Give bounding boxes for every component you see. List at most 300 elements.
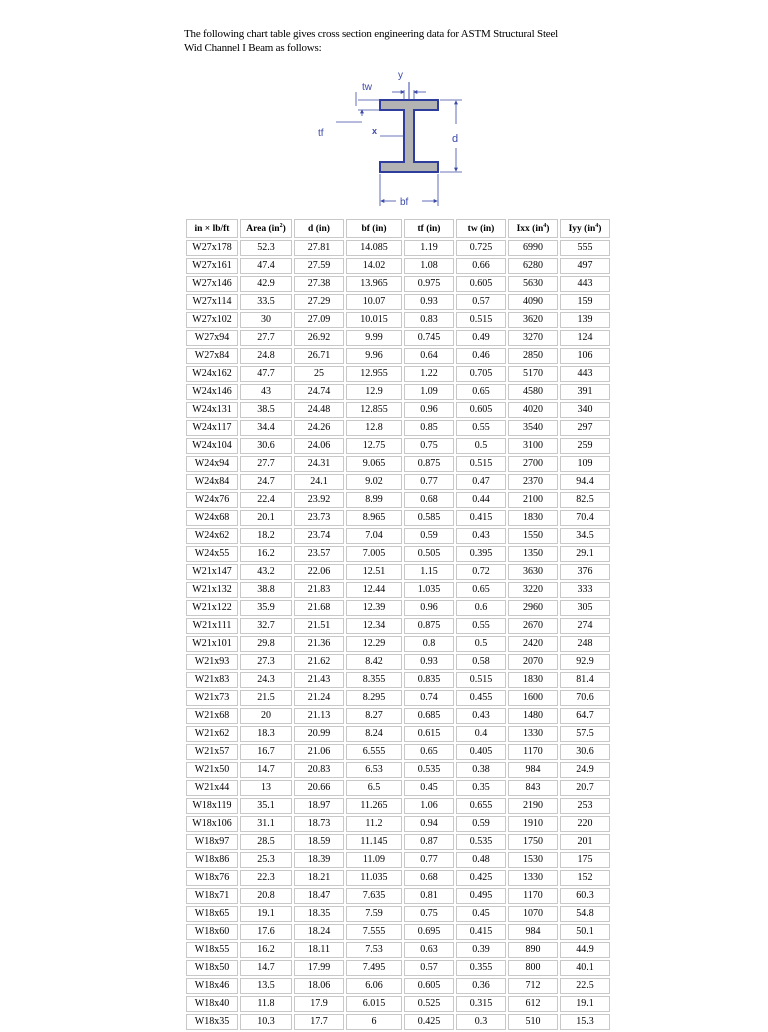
- cell-tf: 1.08: [404, 258, 454, 274]
- table-row: [186, 330, 610, 346]
- table-row: [186, 438, 610, 454]
- label-d: d: [452, 133, 459, 145]
- cell-tf: 0.685: [404, 708, 454, 724]
- cell-bf: 8.295: [346, 690, 402, 706]
- cell-d: 20.99: [294, 726, 344, 742]
- cell-ixx: 1830: [508, 672, 558, 688]
- cell-tf: 0.74: [404, 690, 454, 706]
- cell-bf: 8.27: [346, 708, 402, 724]
- cell-iyy: 259: [560, 438, 610, 454]
- cell-bf: 7.53: [346, 942, 402, 958]
- cell-tf: 0.535: [404, 762, 454, 778]
- cell-tw: 0.55: [456, 618, 506, 634]
- cell-tw: 0.515: [456, 312, 506, 328]
- cell-tf: 0.745: [404, 330, 454, 346]
- cell-tf: 1.035: [404, 582, 454, 598]
- table-row: [186, 942, 610, 958]
- cell-designation: W24x55: [186, 546, 238, 562]
- cell-bf: 9.96: [346, 348, 402, 364]
- cell-designation: W18x40: [186, 996, 238, 1012]
- cell-bf: 7.59: [346, 906, 402, 922]
- cell-tf: 0.45: [404, 780, 454, 796]
- cell-iyy: 175: [560, 852, 610, 868]
- cell-iyy: 274: [560, 618, 610, 634]
- cell-iyy: 34.5: [560, 528, 610, 544]
- cell-bf: 8.965: [346, 510, 402, 526]
- cell-ixx: 612: [508, 996, 558, 1012]
- table-row: [186, 816, 610, 832]
- cell-d: 23.74: [294, 528, 344, 544]
- cell-tw: 0.5: [456, 636, 506, 652]
- table-row: [186, 294, 610, 310]
- table-row: [186, 924, 610, 940]
- table-row: [186, 726, 610, 742]
- cell-tw: 0.57: [456, 294, 506, 310]
- table-row: [186, 636, 610, 652]
- cell-tw: 0.36: [456, 978, 506, 994]
- cell-tf: 0.83: [404, 312, 454, 328]
- cell-bf: 10.07: [346, 294, 402, 310]
- cell-designation: W21x68: [186, 708, 238, 724]
- table-row: [186, 276, 610, 292]
- table-row: [186, 762, 610, 778]
- cell-area: 18.2: [240, 528, 292, 544]
- cell-area: 24.3: [240, 672, 292, 688]
- cell-ixx: 712: [508, 978, 558, 994]
- cell-tf: 0.94: [404, 816, 454, 832]
- cell-tf: 1.15: [404, 564, 454, 580]
- cell-d: 21.13: [294, 708, 344, 724]
- cell-tw: 0.5: [456, 438, 506, 454]
- cell-designation: W21x122: [186, 600, 238, 616]
- cell-iyy: 19.1: [560, 996, 610, 1012]
- cell-tw: 0.35: [456, 780, 506, 796]
- cell-tf: 0.57: [404, 960, 454, 976]
- table-row: [186, 834, 610, 850]
- cell-tw: 0.705: [456, 366, 506, 382]
- cell-designation: W18x106: [186, 816, 238, 832]
- cell-designation: W18x76: [186, 870, 238, 886]
- cell-d: 23.57: [294, 546, 344, 562]
- cell-tw: 0.65: [456, 384, 506, 400]
- cell-bf: 7.555: [346, 924, 402, 940]
- label-tf: tf: [318, 128, 324, 139]
- cell-tw: 0.455: [456, 690, 506, 706]
- table-row: [186, 780, 610, 796]
- cell-area: 31.1: [240, 816, 292, 832]
- cell-tw: 0.425: [456, 870, 506, 886]
- col-header-tw: tw (in): [456, 219, 506, 238]
- cell-ixx: 2700: [508, 456, 558, 472]
- cell-area: 38.8: [240, 582, 292, 598]
- cell-designation: W21x83: [186, 672, 238, 688]
- cell-designation: W18x97: [186, 834, 238, 850]
- cell-area: 47.7: [240, 366, 292, 382]
- label-tw: tw: [362, 82, 372, 93]
- cell-iyy: 24.9: [560, 762, 610, 778]
- cell-tf: 0.8: [404, 636, 454, 652]
- cell-d: 26.71: [294, 348, 344, 364]
- cell-d: 21.62: [294, 654, 344, 670]
- cell-d: 24.48: [294, 402, 344, 418]
- cell-designation: W27x84: [186, 348, 238, 364]
- cell-d: 26.92: [294, 330, 344, 346]
- cell-ixx: 2190: [508, 798, 558, 814]
- cell-d: 21.51: [294, 618, 344, 634]
- cell-bf: 14.085: [346, 240, 402, 256]
- cell-iyy: 92.9: [560, 654, 610, 670]
- table-row: [186, 420, 610, 436]
- cell-bf: 12.39: [346, 600, 402, 616]
- cell-bf: 8.42: [346, 654, 402, 670]
- cell-iyy: 109: [560, 456, 610, 472]
- cell-ixx: 1550: [508, 528, 558, 544]
- cell-area: 43: [240, 384, 292, 400]
- cell-designation: W24x76: [186, 492, 238, 508]
- cell-tf: 0.96: [404, 600, 454, 616]
- cell-d: 21.83: [294, 582, 344, 598]
- cell-d: 24.06: [294, 438, 344, 454]
- table-row: [186, 978, 610, 994]
- cell-bf: 7.005: [346, 546, 402, 562]
- table-row: [186, 240, 610, 256]
- cell-d: 23.73: [294, 510, 344, 526]
- cell-iyy: 30.6: [560, 744, 610, 760]
- cell-iyy: 60.3: [560, 888, 610, 904]
- cell-d: 21.06: [294, 744, 344, 760]
- cell-tf: 0.525: [404, 996, 454, 1012]
- cell-iyy: 248: [560, 636, 610, 652]
- cell-tf: 0.75: [404, 438, 454, 454]
- cell-designation: W21x50: [186, 762, 238, 778]
- cell-tw: 0.395: [456, 546, 506, 562]
- cell-d: 27.09: [294, 312, 344, 328]
- table-row: [186, 582, 610, 598]
- cell-bf: 8.355: [346, 672, 402, 688]
- cell-d: 18.24: [294, 924, 344, 940]
- cell-tw: 0.47: [456, 474, 506, 490]
- cell-tw: 0.55: [456, 420, 506, 436]
- cell-area: 11.8: [240, 996, 292, 1012]
- cell-area: 10.3: [240, 1014, 292, 1030]
- cell-tw: 0.44: [456, 492, 506, 508]
- cell-ixx: 1330: [508, 726, 558, 742]
- cell-designation: W27x114: [186, 294, 238, 310]
- cell-tf: 0.93: [404, 294, 454, 310]
- table-row: [186, 708, 610, 724]
- cell-area: 16.2: [240, 942, 292, 958]
- cell-designation: W18x46: [186, 978, 238, 994]
- cell-bf: 6.015: [346, 996, 402, 1012]
- cell-ixx: 2670: [508, 618, 558, 634]
- cell-iyy: 81.4: [560, 672, 610, 688]
- cell-tf: 0.585: [404, 510, 454, 526]
- cell-area: 21.5: [240, 690, 292, 706]
- cell-area: 25.3: [240, 852, 292, 868]
- table-row: [186, 456, 610, 472]
- table-row: [186, 870, 610, 886]
- cell-d: 18.35: [294, 906, 344, 922]
- table-row: [186, 528, 610, 544]
- steel-beam-data-table: [184, 217, 612, 1032]
- cell-tf: 0.96: [404, 402, 454, 418]
- cell-area: 22.4: [240, 492, 292, 508]
- table-row: [186, 852, 610, 868]
- cell-ixx: 1170: [508, 888, 558, 904]
- cell-tf: 0.615: [404, 726, 454, 742]
- cell-iyy: 376: [560, 564, 610, 580]
- cell-tf: 1.22: [404, 366, 454, 382]
- intro-text: [184, 27, 614, 55]
- cell-bf: 9.02: [346, 474, 402, 490]
- table-row: [186, 564, 610, 580]
- cell-d: 24.26: [294, 420, 344, 436]
- table-row: [186, 960, 610, 976]
- cell-area: 52.3: [240, 240, 292, 256]
- cell-tf: 0.87: [404, 834, 454, 850]
- cell-bf: 12.44: [346, 582, 402, 598]
- cell-ixx: 1170: [508, 744, 558, 760]
- col-header-iyy: Iyy $(in^4)$: [560, 219, 610, 238]
- cell-iyy: 391: [560, 384, 610, 400]
- cell-designation: W18x50: [186, 960, 238, 976]
- cell-bf: 6.53: [346, 762, 402, 778]
- col-header-d: d (in): [294, 219, 344, 238]
- cell-bf: 9.99: [346, 330, 402, 346]
- cell-iyy: 253: [560, 798, 610, 814]
- cell-tf: 0.65: [404, 744, 454, 760]
- cell-ixx: 2070: [508, 654, 558, 670]
- cell-tw: 0.39: [456, 942, 506, 958]
- cell-iyy: 159: [560, 294, 610, 310]
- cell-area: 24.7: [240, 474, 292, 490]
- cell-ixx: 1910: [508, 816, 558, 832]
- cell-iyy: 443: [560, 366, 610, 382]
- cell-tf: 0.68: [404, 492, 454, 508]
- cell-bf: 11.145: [346, 834, 402, 850]
- cell-ixx: 1480: [508, 708, 558, 724]
- cell-iyy: 22.5: [560, 978, 610, 994]
- cell-ixx: 5630: [508, 276, 558, 292]
- cell-d: 22.06: [294, 564, 344, 580]
- cell-area: 32.7: [240, 618, 292, 634]
- cell-iyy: 297: [560, 420, 610, 436]
- i-beam-cross-section-diagram: [300, 64, 480, 212]
- cell-ixx: 1330: [508, 870, 558, 886]
- cell-tf: 0.77: [404, 474, 454, 490]
- cell-d: 27.81: [294, 240, 344, 256]
- cell-area: 35.9: [240, 600, 292, 616]
- table-row: [186, 384, 610, 400]
- cell-tw: 0.3: [456, 1014, 506, 1030]
- table-row: [186, 888, 610, 904]
- cell-designation: W24x117: [186, 420, 238, 436]
- cell-area: 42.9: [240, 276, 292, 292]
- table-row: [186, 1014, 610, 1030]
- cell-tw: 0.535: [456, 834, 506, 850]
- cell-tw: 0.605: [456, 402, 506, 418]
- cell-tf: 0.835: [404, 672, 454, 688]
- cell-designation: W24x68: [186, 510, 238, 526]
- cell-designation: W24x94: [186, 456, 238, 472]
- cell-tw: 0.72: [456, 564, 506, 580]
- cell-tw: 0.58: [456, 654, 506, 670]
- cell-area: 29.8: [240, 636, 292, 652]
- cell-area: 43.2: [240, 564, 292, 580]
- cell-bf: 6.06: [346, 978, 402, 994]
- cell-tw: 0.65: [456, 582, 506, 598]
- cell-tw: 0.43: [456, 708, 506, 724]
- cell-iyy: 44.9: [560, 942, 610, 958]
- cell-bf: 7.495: [346, 960, 402, 976]
- cell-ixx: 2960: [508, 600, 558, 616]
- table-row: [186, 312, 610, 328]
- cell-ixx: 1070: [508, 906, 558, 922]
- cell-bf: 12.34: [346, 618, 402, 634]
- cell-ixx: 890: [508, 942, 558, 958]
- cell-ixx: 3620: [508, 312, 558, 328]
- cell-bf: 12.955: [346, 366, 402, 382]
- cell-iyy: 555: [560, 240, 610, 256]
- table-header-row: [186, 219, 610, 238]
- cell-tf: 0.875: [404, 456, 454, 472]
- cell-d: 23.92: [294, 492, 344, 508]
- cell-d: 27.59: [294, 258, 344, 274]
- cell-iyy: 15.3: [560, 1014, 610, 1030]
- cell-iyy: 94.4: [560, 474, 610, 490]
- cell-area: 33.5: [240, 294, 292, 310]
- label-y: y: [398, 70, 403, 81]
- cell-iyy: 20.7: [560, 780, 610, 796]
- cell-tw: 0.415: [456, 510, 506, 526]
- cell-designation: W21x93: [186, 654, 238, 670]
- cell-tw: 0.405: [456, 744, 506, 760]
- cell-tw: 0.45: [456, 906, 506, 922]
- cell-bf: 12.29: [346, 636, 402, 652]
- cell-d: 18.47: [294, 888, 344, 904]
- cell-area: 24.8: [240, 348, 292, 364]
- cell-ixx: 3100: [508, 438, 558, 454]
- cell-d: 21.36: [294, 636, 344, 652]
- cell-ixx: 3220: [508, 582, 558, 598]
- cell-designation: W24x62: [186, 528, 238, 544]
- cell-d: 20.83: [294, 762, 344, 778]
- cell-d: 21.43: [294, 672, 344, 688]
- table-body: [186, 240, 610, 1030]
- table-row: [186, 618, 610, 634]
- cell-ixx: 5170: [508, 366, 558, 382]
- cell-designation: W18x71: [186, 888, 238, 904]
- cell-iyy: 152: [560, 870, 610, 886]
- table-row: [186, 600, 610, 616]
- cell-bf: 6.555: [346, 744, 402, 760]
- cell-tf: 0.77: [404, 852, 454, 868]
- cell-tf: 1.06: [404, 798, 454, 814]
- cell-iyy: 220: [560, 816, 610, 832]
- cell-bf: 11.2: [346, 816, 402, 832]
- cell-bf: 9.065: [346, 456, 402, 472]
- cell-bf: 12.9: [346, 384, 402, 400]
- cell-designation: W27x94: [186, 330, 238, 346]
- cell-designation: W18x60: [186, 924, 238, 940]
- cell-designation: W27x146: [186, 276, 238, 292]
- cell-bf: 11.265: [346, 798, 402, 814]
- cell-ixx: 4090: [508, 294, 558, 310]
- cell-area: 27.7: [240, 456, 292, 472]
- cell-tw: 0.605: [456, 276, 506, 292]
- cell-d: 20.66: [294, 780, 344, 796]
- cell-designation: W24x104: [186, 438, 238, 454]
- cell-tw: 0.66: [456, 258, 506, 274]
- cell-ixx: 843: [508, 780, 558, 796]
- cell-iyy: 70.6: [560, 690, 610, 706]
- cell-bf: 7.635: [346, 888, 402, 904]
- cell-tw: 0.655: [456, 798, 506, 814]
- cell-area: 17.6: [240, 924, 292, 940]
- cell-iyy: 57.5: [560, 726, 610, 742]
- cell-designation: W18x55: [186, 942, 238, 958]
- cell-area: 27.3: [240, 654, 292, 670]
- cell-tf: 0.75: [404, 906, 454, 922]
- cell-iyy: 340: [560, 402, 610, 418]
- cell-designation: W24x84: [186, 474, 238, 490]
- cell-designation: W27x161: [186, 258, 238, 274]
- cell-ixx: 2850: [508, 348, 558, 364]
- cell-tf: 1.09: [404, 384, 454, 400]
- cell-designation: W21x73: [186, 690, 238, 706]
- cell-designation: W24x146: [186, 384, 238, 400]
- cell-d: 18.06: [294, 978, 344, 994]
- cell-ixx: 510: [508, 1014, 558, 1030]
- cell-d: 18.73: [294, 816, 344, 832]
- table-row: [186, 510, 610, 526]
- cell-designation: W21x57: [186, 744, 238, 760]
- cell-bf: 6: [346, 1014, 402, 1030]
- cell-designation: W21x62: [186, 726, 238, 742]
- cell-iyy: 64.7: [560, 708, 610, 724]
- cell-ixx: 3540: [508, 420, 558, 436]
- cell-iyy: 54.8: [560, 906, 610, 922]
- cell-d: 21.24: [294, 690, 344, 706]
- cell-bf: 10.015: [346, 312, 402, 328]
- cell-iyy: 139: [560, 312, 610, 328]
- cell-designation: W18x86: [186, 852, 238, 868]
- cell-area: 27.7: [240, 330, 292, 346]
- table-row: [186, 798, 610, 814]
- table-row: [186, 654, 610, 670]
- cell-iyy: 82.5: [560, 492, 610, 508]
- table-row: [186, 744, 610, 760]
- table-row: [186, 366, 610, 382]
- cell-area: 47.4: [240, 258, 292, 274]
- cell-area: 13.5: [240, 978, 292, 994]
- cell-area: 14.7: [240, 960, 292, 976]
- cell-ixx: 1600: [508, 690, 558, 706]
- cell-d: 18.59: [294, 834, 344, 850]
- cell-designation: W24x162: [186, 366, 238, 382]
- table-row: [186, 690, 610, 706]
- cell-area: 18.3: [240, 726, 292, 742]
- cell-area: 20.8: [240, 888, 292, 904]
- col-header-tf: tf (in): [404, 219, 454, 238]
- cell-tf: 0.68: [404, 870, 454, 886]
- cell-tf: 0.875: [404, 618, 454, 634]
- cell-bf: 12.51: [346, 564, 402, 580]
- table-row: [186, 258, 610, 274]
- cell-tf: 0.605: [404, 978, 454, 994]
- table-row: [186, 996, 610, 1012]
- cell-area: 19.1: [240, 906, 292, 922]
